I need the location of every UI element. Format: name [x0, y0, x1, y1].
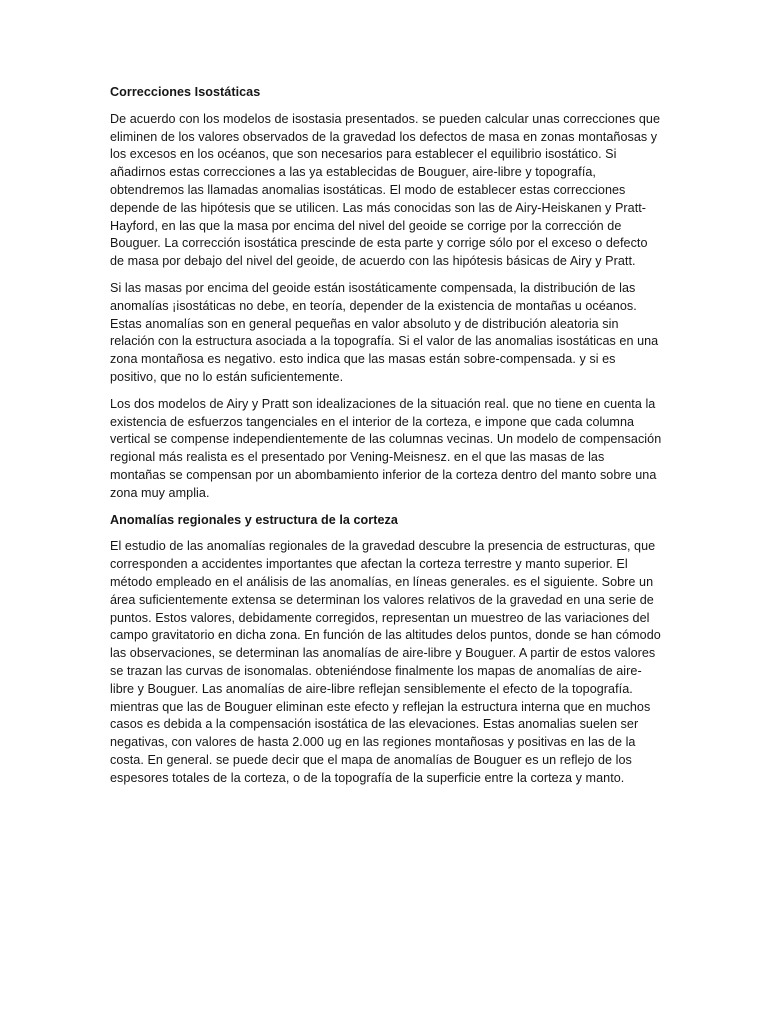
paragraph: De acuerdo con los modelos de isostasia presentados. se pueden calcular unas correcciones que eliminen de los valores observados de la gravedad los defectos de masa en zonas montañosas y los excesos en los océanos, que son necesarios para establecer el equilibrio isostático. Si añadirnos estas correcciones a las ya establecidas de Bouguer, aire-libre y topografía, obtendremos las llamadas anomalias isostáticas. El modo de establecer estas correcciones depende de las hipótesis que se utilicen. Las más conocidas son las de Airy-Heiskanen y Pratt-Hayford, en las que la masa por encima del nivel del geoide se corrige por la corrección de Bouguer. La corrección isostática prescinde de esta parte y corrige sólo por el exceso o defecto de masa por debajo del nivel del geoide, de acuerdo con las hipótesis básicas de Airy y Pratt. [110, 111, 661, 269]
section-heading: Correcciones Isostáticas [110, 85, 261, 99]
document-page [110, 84, 662, 796]
paragraph: Si las masas por encima del geoide están isostáticamente compensada, la distribución de las anomalías ¡isostáticas no debe, en teoría, depender de la existencia de montañas u océanos. Estas anomalías son en general pequeñas en valor absoluto y de distribución aleatoria sin relación con la estructura asociada a la topografía. Si el valor de las anomalias isostáticas en una zona montañosa es negativo. esto indica que las masas están sobre-compensada. y si es positivo, que no lo están suficientemente. [110, 280, 659, 384]
section-heading: Anomalías regionales y estructura de la corteza [110, 512, 398, 527]
paragraph: Los dos modelos de Airy y Pratt son idealizaciones de la situación real. que no tiene en cuenta la existencia de esfuerzos tangenciales en el interior de la corteza, e impone que cada columna vertical se compense independientemente de las columnas vecinas. Un modelo de compensación regional más realista es el presentado por Vening-Meisnesz. en el que las masas de las montañas se compensan por un abombamiento inferior de la corteza dentro del manto sobre una zona muy amplia. [110, 396, 662, 500]
paragraph: El estudio de las anomalías regionales de la gravedad descubre la presencia de estructuras, que corresponden a accidentes importantes que afectan la corteza terrestre y manto superior. El método empleado en el análisis de las anomalías, en líneas generales. es el siguiente. Sobre un área suficientemente extensa se determinan los valores relativos de la gravedad en una serie de puntos. Estos valores, debidamente corregidos, representan un muestreo de las variaciones del campo gravitatorio en dicha zona. En función de las altitudes delos puntos, donde se han cómodo las observaciones, se determinan las anomalías de aire-libre y Bouguer. A partir de estos valores se trazan las curvas de isonomalas. obteniéndose finalmente los mapas de anomalías de aire-libre y Bouguer. Las anomalías de aire-libre reflejan sensiblemente el efecto de la topografía. mientras que las de Bouguer eliminan este efecto y reflejan la estructura interna que en muchos casos es debida a la compensación isostática de las elevaciones. Estas anomalias suelen ser negativas, con valores de hasta 2.000 ug en las regiones montañosas y positivas en las de la costa. En general. se puede decir que el mapa de anomalías de Bouguer es un reflejo de los espesores totales de la corteza, o de la topografía de la superficie entre la corteza y manto. [110, 539, 661, 785]
